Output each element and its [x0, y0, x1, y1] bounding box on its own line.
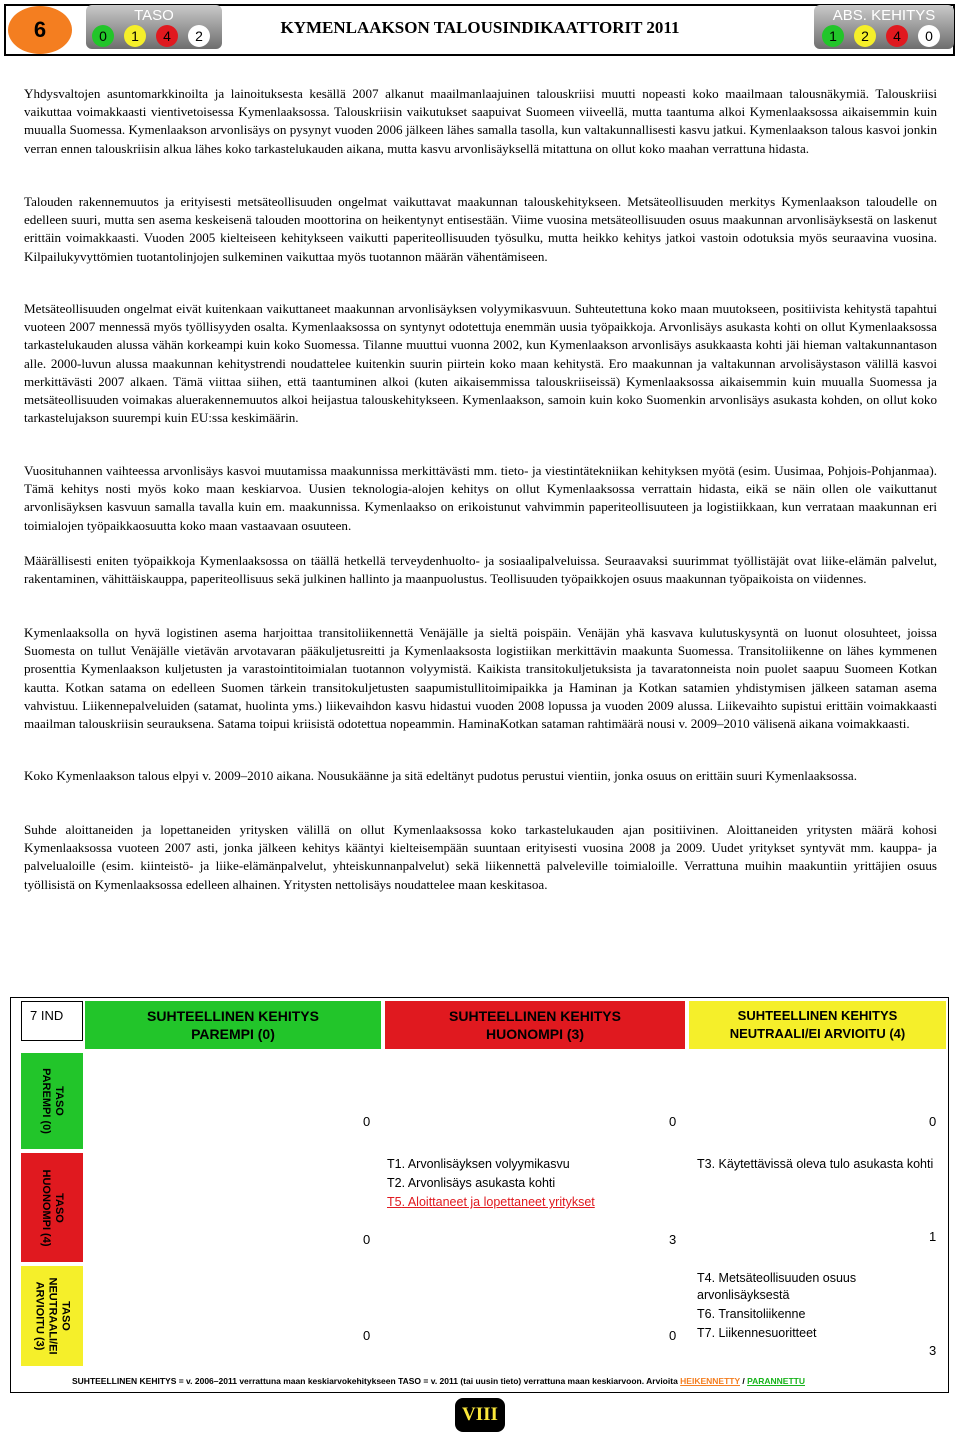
paragraph: Koko Kymenlaakson talous elpyi v. 2009–2010 aikana. Nousukäänne ja sitä edeltänyt pudotus perustui vientiin, jonka osuus on erittäin suuri Kymenlaaksossa.: [24, 768, 857, 783]
taso-red-dot: 4: [156, 25, 178, 47]
paragraph: Suhde aloittaneiden ja lopettaneiden yritysken välillä on ollut Kymenlaaksossa koko tarkastelukauden ajan positiivinen. Aloittaneiden yritysten määrä kohosi Kymenlaaksossa vuoteen 2007 asti, jonka jälkeen kehitys kääntyi kielteisempään suuntaan erityisesti vuosina 2008 ja 2009. Uudet yritykset syntyvät mm. kauppa- ja palvelualoille (esim. kiinteistö- ja liike-elämänpalvelut, yhteiskunnanpalvelut) sekä liikennettä palveleville toimialoille. Verrattuna muihin maakuntiin yrittäjien osuus työllisistä on Kymenlaaksossa edelleen alhainen. Yritysten nettolisäys noudattelee maan keskitasoa.: [24, 822, 937, 892]
indicator-code: T4: [697, 1271, 712, 1285]
column-header-line: HUONOMPI (3): [486, 1026, 584, 1042]
paragraph: Määrällisesti eniten työpaikkoja Kymenlaaksossa on täällä hetkellä terveydenhuolto- ja sosiaalipalveluissa. Seuraavaksi suurimmat työllistäjät ovat liike-elämän palvelut, rakentaminen, vähittäiskauppa, paperiteollisuus sekä julkinen hallinto ja maanpuolustus. Teollisuuden työpaikkojen osuus maakunnan työpaikoista on viidennes.: [24, 553, 937, 587]
indicator-item: [697, 1156, 937, 1173]
indicator-text: . Käytettävissä oleva tulo asukasta kohti: [711, 1157, 934, 1171]
indicator-code: T5: [387, 1195, 402, 1209]
abs-kehitys-indicator-group: [814, 5, 954, 49]
paragraph: Metsäteollisuuden ongelmat eivät kuitenkaan vaikuttaneet maakunnan arvonlisäyksen volyymikasvuun. Suhteutettuna koko maan muutokseen, positiivista kehitystä tapahtui vuoteen 2007 mennessä myös työllisyyden osalta. Kymenlaaksossa on syntynyt odotettuja enemmän uusia työpaikkoja. Arvonlisäys asukasta kohti on ollut Kymenlaaksossa tarkastelukauden alussa vähän korkeampi kuin koko Suomessa. Tilanne muuttui vuonna 2002, kun Kymenlaakson arvonlisäys asukkaasta kohti jäi hieman valtakunnantason alle. 2000-luvun alussa maakunnan kehitystrendi noudattelee kuitenkin suurin piirtein koko maan kehitystä. Ero maakunnan ja valtakunnan arvolisäystason välillä kasvoi merkittävästi 2007 alkaen. Tämä viittaa siihen, että taantuminen alkoi (kuten aikaisemmissa talouskriiseissä) Kymenlaaksossa aikaisemmin kuin muualla Suomessa ja metsäteollisuuden voimakas aluerakennemuutos alkoi heijastua talouskehitykseen. Kymenlaakson, samoin kuin koko Suomenkin arvonlisäys asukasta kohden, on ollut koko tarkastelujakson suurempi kuin EU:ssa keskimäärin.: [24, 301, 937, 426]
count-r2-c2: 3: [669, 1232, 677, 1247]
matrix-corner-label: 7 IND: [21, 1001, 83, 1041]
section-label: VIII: [462, 1404, 498, 1425]
footnote-separator: /: [739, 1376, 748, 1386]
taso-label: TASO: [134, 7, 174, 24]
paragraph: Talouden rakennemuutos ja erityisesti metsäteollisuuden ongelmat vaikuttavat maakunnan talouskehitykseen. Metsäteollisuuden merkitys Kymenlaakson taloudelle on edelleen suuri, mutta sen asema keskeisenä talouden moottorina on heikentynyt entisestään. Viime vuosina metsäteollisuuden osuus maakunnan arvonlisäyksestä on laskenut erittäin voimakkaasti. Vuoden 2005 kielteiseen kehitykseen vaikutti paperiteollisuuden työsulku, mutta heikko kehitys jatkoi vastoin odotuksia myös seuraavina vuosina. Kilpailukyvyttömien tuotantolinjojen sulkeminen vaikuttaa myös tuotannon määrän vähentämiseen.: [24, 194, 937, 264]
count-r3-c2: 0: [669, 1328, 677, 1343]
abs-red-dot: 4: [886, 25, 908, 47]
footnote-text: SUHTEELLINEN KEHITYS = v. 2006–2011 verrattuna maan keskiarvokehitykseen TASO = v. 2011 (tai uusin tieto) verrattuna maan keskiarvoon. Arvioita: [72, 1376, 681, 1386]
row-header-line: NEUTRAALI/EI: [46, 1277, 59, 1355]
indicator-item: [387, 1156, 677, 1173]
taso-white-dot: 2: [188, 25, 210, 47]
column-header-line: PAREMPI (0): [191, 1026, 275, 1042]
count-r1-c1: 0: [363, 1114, 371, 1129]
column-header-worse: [383, 999, 687, 1051]
section-label-badge: [455, 1398, 505, 1432]
column-header-line: SUHTEELLINEN KEHITYS: [737, 1008, 898, 1023]
indicator-code: T2: [387, 1176, 402, 1190]
row-header-line: PAREMPI (0): [40, 1068, 52, 1134]
row-header-neutral: [19, 1264, 85, 1368]
taso-yellow-dot: 1: [124, 25, 146, 47]
indicator-item: [387, 1175, 677, 1192]
page-number: 6: [33, 17, 47, 42]
paragraph: Vuosituhannen vaihteessa arvonlisäys kasvoi muutamissa maakunnissa merkittävästi mm. tieto- ja viestintätekniikan kehityksen myötä (esim. Uusimaa, Pohjois-Pohjanmaa). Tämä kehitys nosti myös koko maan keskiarvoa. Uusien teknologia-alojen kehitys on ollut Kymenlaaksossa verrattain hidasta, eikä se näin ollen ole vaikuttanut arvonlisäyksen kasvuun samalla tavalla kuin em. maakunnissa. Kymenlaakso on erikoistunut vahvimmin paperiteollisuuteen ja logistiikkaan, kun verrataan maakunnan eri toimialojen työpaikkaosuutta koko maan vastaavaan osuuteen.: [24, 463, 937, 533]
count-r1-c2: 0: [669, 1114, 677, 1129]
indicator-text: . Arvonlisäys asukasta kohti: [401, 1176, 556, 1190]
column-header-line: SUHTEELLINEN KEHITYS: [449, 1008, 621, 1024]
column-header-line: NEUTRAALI/EI ARVIOITU (4): [729, 1026, 906, 1041]
row-header-line: TASO: [53, 1192, 65, 1223]
indicator-list-neutral-neutral: [697, 1270, 937, 1344]
column-header-better: [83, 999, 383, 1051]
indicator-code: T1: [387, 1157, 402, 1171]
row-header-line: HUONOMPI (4): [40, 1169, 52, 1246]
indicator-text: . Arvonlisäyksen volyymikasvu: [401, 1157, 570, 1171]
paragraph: Kymenlaaksolla on hyvä logistinen asema harjoittaa transitoliikennettä Venäjälle ja sieltä poispäin. Venäjän yhä kasvava kulutuskysyntä on luonut olosuhteet, joissa Suomesta on tullut Venäjälle vietävän arvotavaran pääkuljetusreitti ja Kymenlaaksosta logistiikan merkittävin maakunta Suomessa. Transitoliikenne on lähes kymmenen prosenttia Kymenlaakson kuljetusten ja varastointitoimialan tuotannon volyymistä. Kaikista transitokuljetuksista ja tavaratonneista noin puolet saapuu Suomeen Kotkan kautta. Kotkan satama on edelleen Suomen tärkein transitokuljetusten saapumistullitoimipaikka ja Haminan ja Kotkan satamien yhdistymisen jälkeen sataman asema vahvistuu. Liikennepalveluiden (satamat, huolinta yms.) liikevaihdon kasvu hidastui vuoden 2008 lopussa ja vuoden 2009 alussa. Liikevaihto supistui erittäin voimakkaasti maailman talouskriisin seurauksena. Satama toipui kriisistä odotettua nopeammin. HaminaKotkan sataman rahtimäärä nousi v. 2009–2010 välisenä aikana voimakkaasti.: [24, 625, 937, 732]
count-r1-c3: 0: [929, 1114, 937, 1129]
count-r2-c1: 0: [363, 1232, 371, 1247]
footnote-improved: PARANNETTU: [747, 1376, 806, 1386]
count-r2-c3: 1: [929, 1229, 937, 1244]
indicator-list-worse-neutral: [697, 1156, 937, 1175]
indicator-item-weakened: [387, 1194, 677, 1211]
row-header-better: [19, 1051, 85, 1151]
footnote-weakened: HEIKENNETTY: [680, 1376, 740, 1386]
page-title: KYMENLAAKSON TALOUSINDIKAATTORIT 2011: [280, 18, 680, 37]
abs-white-dot: 0: [918, 25, 940, 47]
indicator-text: . Aloittaneet ja lopettaneet yritykset: [401, 1195, 595, 1209]
indicator-item: [697, 1306, 937, 1323]
row-header-line: TASO: [59, 1301, 72, 1331]
indicator-item: [697, 1270, 937, 1304]
count-r3-c1: 0: [363, 1328, 371, 1343]
taso-green-dot: 0: [92, 25, 114, 47]
indicator-item: [697, 1325, 937, 1342]
row-header-line: ARVIOITU (3): [33, 1281, 46, 1351]
column-header-line: SUHTEELLINEN KEHITYS: [147, 1008, 319, 1024]
count-r3-c3: 3: [929, 1343, 937, 1358]
paragraph: Yhdysvaltojen asuntomarkkinoilta ja lainoituksesta kesällä 2007 alkanut maailmanlaajuinen talouskriisi muutti nopeasti koko maailmaan talousnäkymiä. Talouskriisi vaikuttaa voimakkaasti vientivetoisessa Kymenlaaksossa. Talouskriisin vaikutukset saapuivat Suomeen viiveellä, mutta taantuma alkoi Kymenlaaksossa aikaisemmin kuin muualla Suomessa. Kymenlaakson arvonlisäys on pysynyt vuoden 2006 jälkeen lähes samalla tasolla, kun valtakunnallisesti kasvu jatkui. Kymenlaakson talous kasvoi jonkin verran ennen talouskriisin alkua lähes koko tarkastelukauden aikana, mutta kasvu arvonlisäyksellä mitattuna on ollut koko maahan verrattuna hidasta.: [24, 86, 937, 156]
indicator-list-worse-worse: [387, 1156, 677, 1213]
table-footnote: [72, 1376, 805, 1386]
indicator-text: . Transitoliikenne: [711, 1307, 806, 1321]
taso-indicator-group: [86, 5, 222, 49]
column-header-neutral: [687, 999, 948, 1051]
indicator-code: T3: [697, 1157, 712, 1171]
row-header-line: TASO: [53, 1086, 65, 1116]
row-header-worse: [19, 1151, 85, 1264]
indicator-code: T7: [697, 1326, 712, 1340]
page-number-badge: [8, 6, 72, 54]
abs-kehitys-label: ABS. KEHITYS: [832, 7, 936, 24]
abs-yellow-dot: 2: [854, 25, 876, 47]
indicator-matrix: [10, 997, 949, 1393]
abs-green-dot: 1: [822, 25, 844, 47]
indicator-code: T6: [697, 1307, 712, 1321]
indicator-text: . Liikennesuoritteet: [711, 1326, 817, 1340]
indicator-text: . Metsäteollisuuden osuus arvonlisäyksestä: [697, 1271, 857, 1302]
